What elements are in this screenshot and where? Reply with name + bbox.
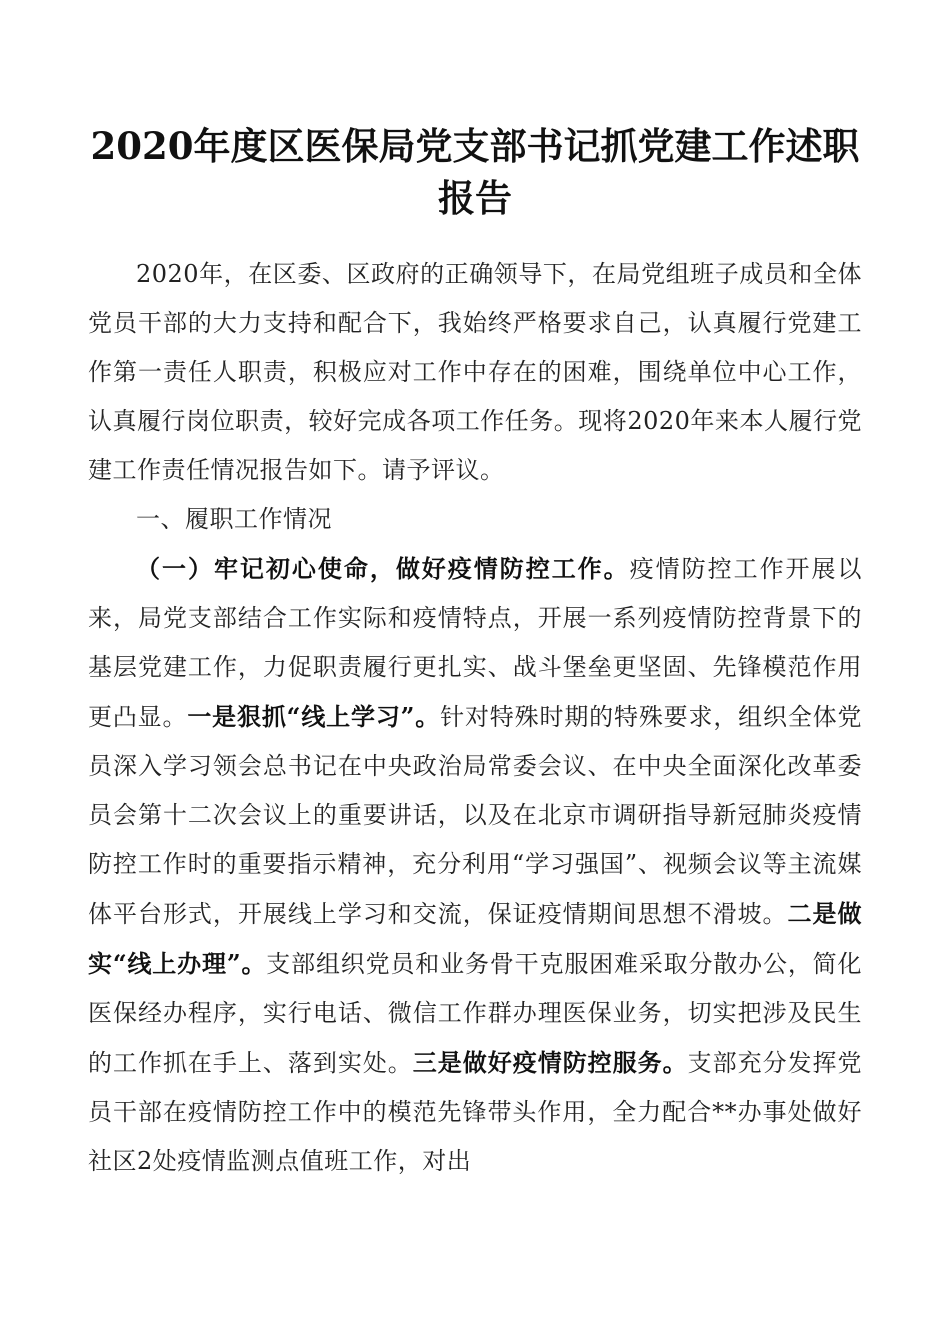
subsection-text: 疫情防控工作开展以来，局党支部结合工作实际和疫情特点，开展一系列疫情防控背景下的基层党建工作，力促职责履行更扎实、战斗堡垒更坚固、先锋模范作用更凸显。 xyxy=(88,555,863,731)
point3-lead: 三是做好疫情防控服务。 xyxy=(412,1048,688,1077)
point2-text: 支部组织党员和业务骨干克服困难采取分散办公，简化医保经办程序，实行电话、微信工作群办理医保业务，切实把涉及民生的工作抓在手上、落到实处。 xyxy=(88,950,863,1077)
intro-paragraph: 2020年，在区委、区政府的正确领导下，在局党组班子成员和全体党员干部的大力支持和配合下，我始终严格要求自己，认真履行党建工作第一责任人职责，积极应对工作中存在的困难，围绕单位中心工作，认真履行岗位职责，较好完成各项工作任务。现将2020年来本人履行党建工作责任情况报告如下。请予评议。 xyxy=(88,260,862,484)
section-heading: 一、履职工作情况 xyxy=(136,505,332,533)
point1-text: 针对特殊时期的特殊要求，组织全体党员深入学习领会总书记在中央政治局常委会议、在中央全面深化改革委员会第十二次会议上的重要讲话，以及在北京市调研指导新冠肺炎疫情防控工作时的重要指示精神，充分利用“学习强国”、视频会议等主流媒体平台形式，开展线上学习和交流，保证疫情期间思想不滑坡。 xyxy=(88,703,863,928)
document-title: 2020年度区医保局党支部书记抓党建工作述职报告 xyxy=(90,124,860,220)
point3-text: 支部充分发挥党员干部在疫情防控工作中的模范先锋带头作用，全力配合**办事处做好社区2处疫情监测点值班工作，对出 xyxy=(88,1049,863,1175)
point2-lead: 二是做实“线上办理”。 xyxy=(88,899,862,978)
section1-paragraph xyxy=(88,544,862,1186)
point1-lead: 一是狠抓“线上学习”。 xyxy=(187,702,441,731)
subsection-lead: （一）牢记初心使命，做好疫情防控工作。 xyxy=(136,554,630,583)
document-body xyxy=(88,250,862,1186)
